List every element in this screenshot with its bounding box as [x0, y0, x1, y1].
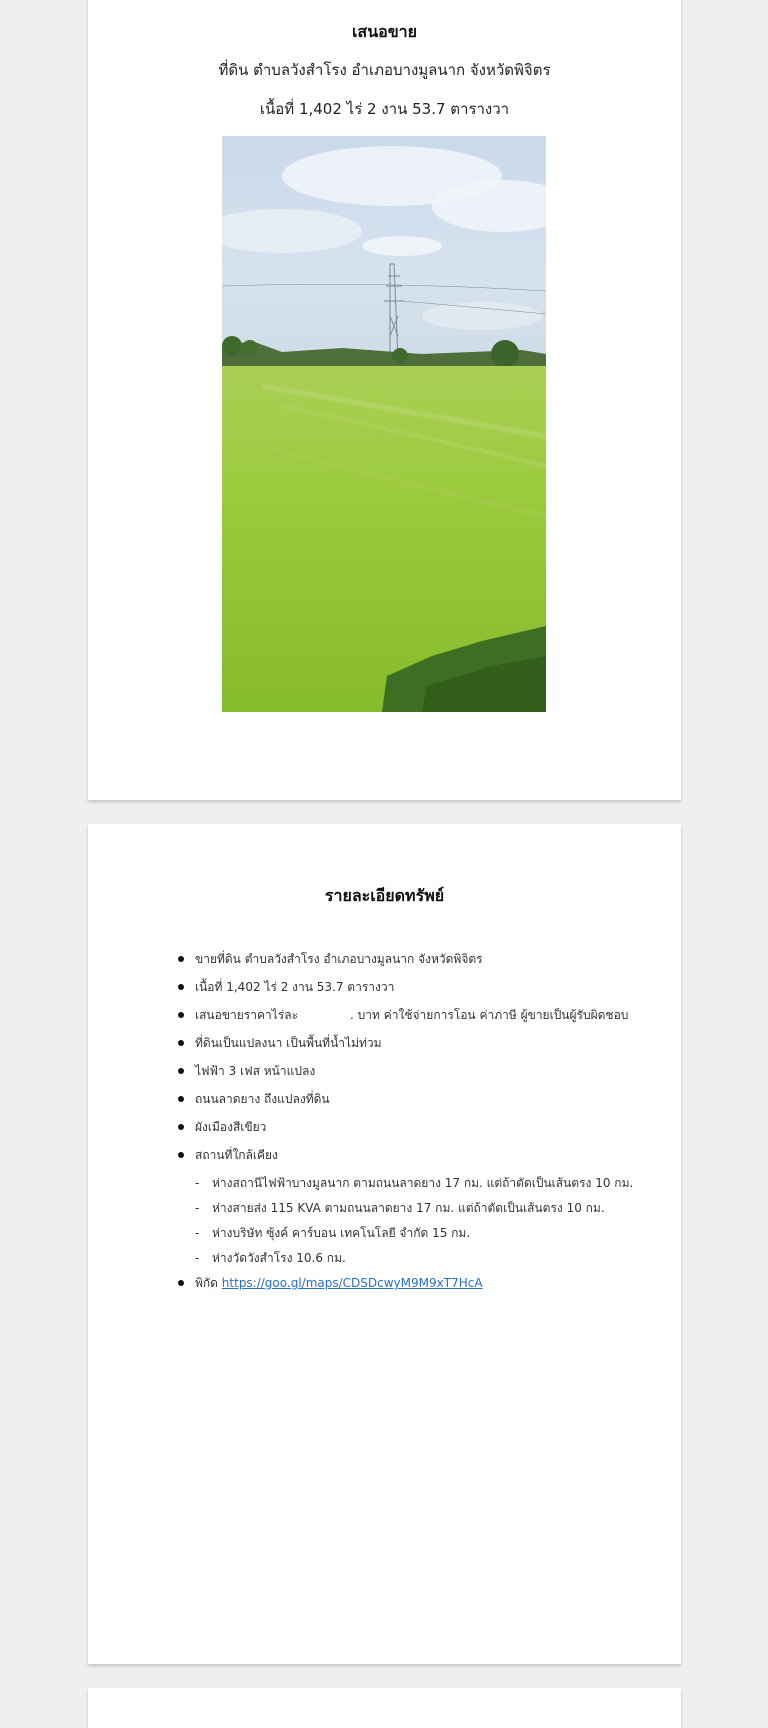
nearby-item: - ห่างสถานีไฟฟ้าบางมูลนาก ตามถนนลาดยาง 17 กม. แต่ถ้าตัดเป็นเส้นตรง 10 กม.: [178, 1176, 633, 1201]
nearby-list: [178, 1176, 633, 1276]
price-item: [178, 1008, 633, 1036]
price-suffix: . บาท ค่าใช้จ่ายการโอน ค่าภาษี ผู้ขายเป็นผู้รับผิดชอบ: [350, 1008, 629, 1022]
property-details-list: [178, 952, 633, 1304]
nearby-label: สถานที่ใกล้เคียง: [195, 1148, 278, 1162]
list-item: ที่ดินเป็นแปลงนา เป็นพื้นที่น้ำไม่ท่วม: [178, 1036, 633, 1064]
list-item: ถนนลาดยาง ถึงแปลงที่ดิน: [178, 1092, 633, 1120]
page-title: เสนอขาย: [351, 22, 418, 41]
nearby-item: - ห่างสายส่ง 115 KVA ตามถนนลาดยาง 17 กม. แต่ถ้าตัดเป็นเส้นตรง 10 กม.: [178, 1201, 633, 1226]
map-link[interactable]: https://goo.gl/maps/CDSDcwyM9M9xT7HcA: [221, 1276, 483, 1290]
coordinates-item: [178, 1276, 633, 1304]
coordinates-label: พิกัด: [195, 1276, 218, 1290]
nearby-places-item: [178, 1148, 633, 1276]
nearby-item: - ห่างวัดวังสำโรง 10.6 กม.: [178, 1251, 633, 1276]
rice-field-photo: [222, 136, 546, 712]
document-page-3: [88, 1688, 681, 1728]
document-page-1: [88, 0, 681, 800]
list-item: ไฟฟ้า 3 เฟส หน้าแปลง: [178, 1064, 633, 1092]
list-item: ผังเมืองสีเขียว: [178, 1120, 633, 1148]
document-page-2: [88, 824, 681, 1664]
list-item: ขายที่ดิน ตำบลวังสำโรง อำเภอบางมูลนาก จังหวัดพิจิตร: [178, 952, 633, 980]
list-item: เนื้อที่ 1,402 ไร่ 2 งาน 53.7 ตารางวา: [178, 980, 633, 1008]
price-prefix: เสนอขายราคาไร่ละ: [195, 1008, 299, 1022]
land-location: ที่ดิน ตำบลวังสำโรง อำเภอบางมูลนาก จังหวัดพิจิตร: [218, 61, 551, 79]
section-heading: รายละเอียดทรัพย์: [324, 886, 445, 905]
nearby-item: - ห่างบริษัท ซุ้งค์ คาร์บอน เทคโนโลยี จำกัด 15 กม.: [178, 1226, 633, 1251]
land-area: เนื้อที่ 1,402 ไร่ 2 งาน 53.7 ตารางวา: [259, 100, 510, 118]
